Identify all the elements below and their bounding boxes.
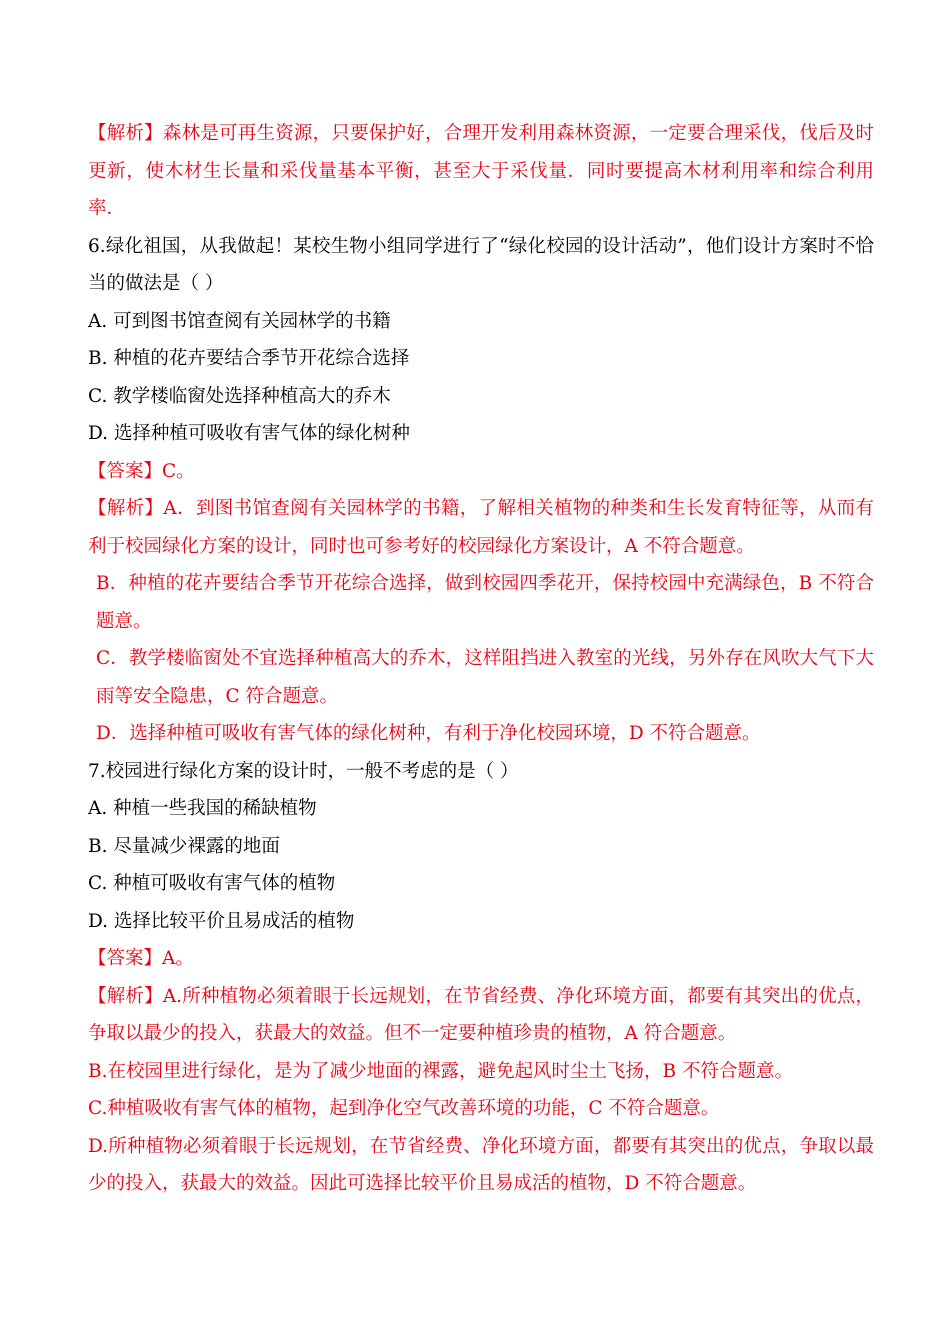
- question-7-option-c: C. 种植可吸收有害气体的植物: [88, 873, 336, 894]
- question-7-option-a: A. 种植一些我国的稀缺植物: [88, 798, 317, 819]
- question-7-analysis-c: C.种植吸收有害气体的植物，起到净化空气改善环境的功能，C 不符合题意。: [88, 1098, 720, 1119]
- question-6-analysis-c: C．教学楼临窗处不宜选择种植高大的乔木，这样阻挡进入教室的光线，另外存在风吹大气下大雨等安全隐患，C 符合题意。: [96, 648, 874, 707]
- question-7-option-b: B. 尽量减少裸露的地面: [88, 835, 280, 857]
- analysis-text: 森林是可再生资源，只要保护好，合理开发利用森林资源，一定要合理采伐，伐后及时更新，使木材生长量和采伐量基本平衡，甚至大于采伐量．同时要提高木材利用率和综合利用率．: [88, 123, 874, 219]
- question-6-option-b: B. 种植的花卉要结合季节开花综合选择: [88, 348, 410, 369]
- question-7-analysis-a: [88, 978, 874, 1053]
- analysis-block-5: [88, 115, 874, 228]
- question-6-answer: [88, 453, 874, 491]
- analysis-tag: 【解析】: [88, 123, 163, 144]
- question-7-answer: [88, 940, 874, 978]
- question-6-option-c: C. 教学楼临窗处选择种植高大的乔木: [88, 385, 391, 407]
- question-7-analysis-d: D.所种植物必须着眼于长远规划，在节省经费、净化环境方面，都要有其突出的优点，争取以最少的投入，获最大的效益。因此可选择比较平价且易成活的植物，D 不符合题意。: [88, 1135, 874, 1194]
- answer-tag: 【答案】: [88, 948, 163, 969]
- question-7-option-d: D. 选择比较平价且易成活的植物: [88, 910, 355, 932]
- analysis-tag: 【解析】: [88, 498, 164, 519]
- question-6-option-a: A. 可到图书馆查阅有关园林学的书籍: [88, 310, 391, 332]
- answer-text: A。: [162, 948, 194, 969]
- analysis-text: A．到图书馆查阅有关园林学的书籍，了解相关植物的种类和生长发育特征等，从而有利于校园绿化方案的设计，同时也可参考好的校园绿化方案设计，A 不符合题意。: [88, 498, 874, 557]
- analysis-tag: 【解析】: [88, 985, 163, 1007]
- question-6-analysis-a: [88, 490, 874, 565]
- answer-tag: 【答案】: [88, 460, 163, 482]
- question-6-analysis-b: B．种植的花卉要结合季节开花综合选择，做到校园四季花开，保持校园中充满绿色，B 不符合题意。: [96, 573, 874, 632]
- question-6-option-d: D. 选择种植可吸收有害气体的绿化树种: [88, 423, 410, 444]
- answer-text: C。: [162, 460, 195, 482]
- question-6-analysis-d: D．选择种植可吸收有害气体的绿化树种，有利于净化校园环境，D 不符合题意。: [96, 723, 761, 744]
- document-page: [88, 115, 874, 1203]
- question-7-stem: 7.校园进行绿化方案的设计时，一般不考虑的是（ ）: [88, 760, 519, 782]
- question-6-stem: 6.绿化祖国，从我做起！某校生物小组同学进行了“绿化校园的设计活动”，他们设计方案时不恰当的做法是（ ）: [88, 235, 874, 294]
- question-7-analysis-b: B.在校园里进行绿化，是为了减少地面的裸露，避免起风时尘土飞扬，B 不符合题意。: [88, 1060, 793, 1082]
- analysis-text: A.所种植物必须着眼于长远规划，在节省经费、净化环境方面，都要有其突出的优点，争取以最少的投入，获最大的效益。但不一定要种植珍贵的植物，A 符合题意。: [88, 985, 874, 1044]
